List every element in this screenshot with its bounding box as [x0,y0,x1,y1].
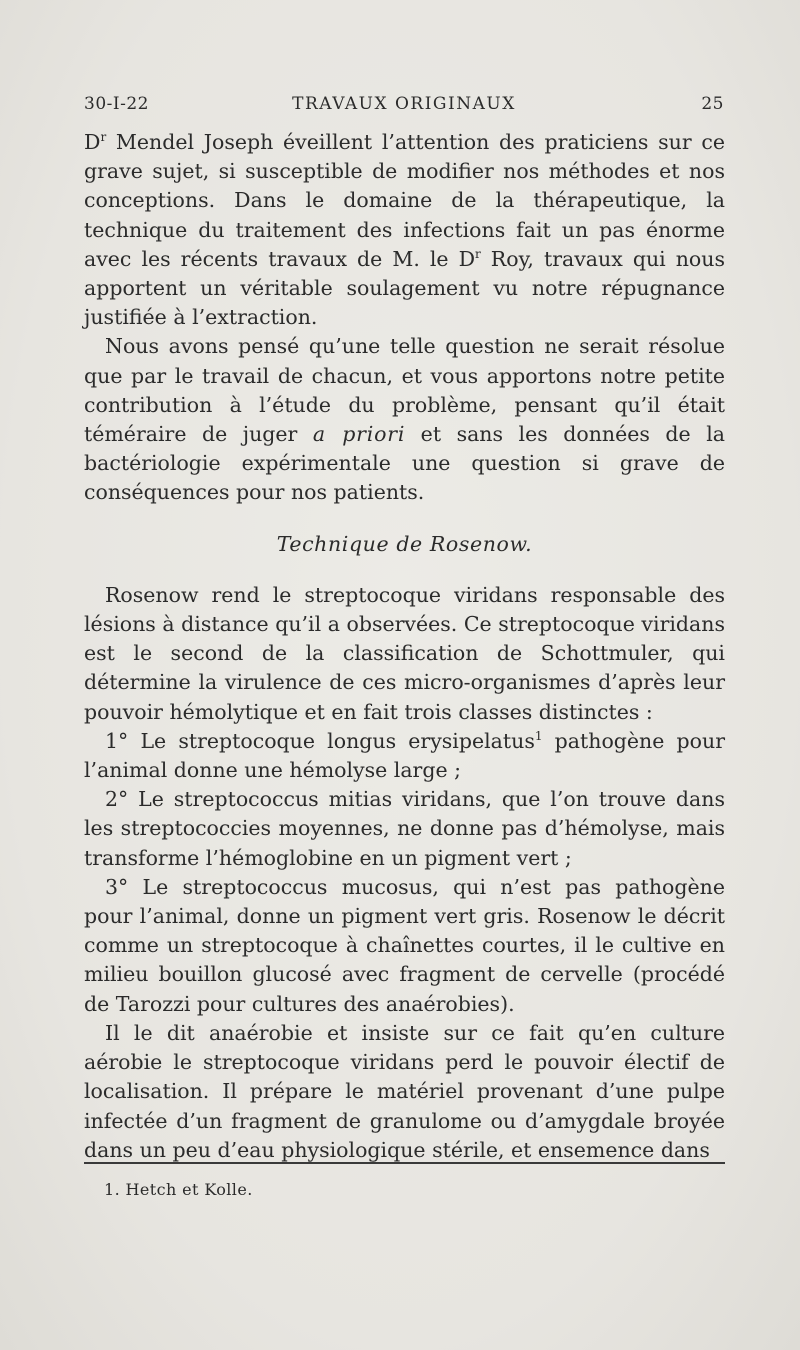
p2-start: Nous avons pensé qu’une telle question ne serait résolue que par le travail de chacun, et vous apportons notre petite contribution à l’étude du problème, pensant qu’il était téméraire de juger [84,334,725,447]
p2-italic: a priori [312,422,406,447]
p1-start: D [84,130,101,154]
footnote-rule [84,1162,725,1164]
p1-middle: Mendel Joseph éveillent l’attention des praticiens sur ce grave sujet, si susceptible de modifier nos méthodes et nos conceptions. Dans le domaine de la thérapeutique, la technique du traitement des infections fait un pas énorme avec les récents travaux de M. le D [84,130,725,271]
section-heading: Technique de Rosenow. [276,531,533,556]
paragraph-1 [84,128,725,332]
body-text [84,128,725,1165]
paragraph-5: 2° Le streptococcus mitias viridans, que l’on trouve dans les streptococcies moyennes, ne donne pas d’hémolyse, mais transforme l’hémoglobine en un pigment vert ; [84,787,725,870]
paragraph-6: 3° Le streptococcus mucosus, qui n’est pas pathogène pour l’animal, donne un pigment vert gris. Rosenow le décrit comme un streptocoque à chaînettes courtes, il le cultive en milieu bouillon glucosé avec fragment de cervelle (procédé de Tarozzi pour cultures des anaérobies). [84,874,725,1016]
header-date: 30-I-22 [84,94,149,114]
paragraph-2 [84,332,725,507]
p4-end: pathogène pour l’animal donne une hémolyse large ; [84,728,726,783]
p4-start: 1° Le streptocoque longus erysipelatus [105,728,535,753]
p1-superscript: r [100,130,107,144]
p1-superscript-2: r [475,246,481,261]
header-title: TRAVAUX ORIGINAUX [292,94,516,114]
footnote-marker: 1 [534,728,543,743]
page-number: 25 [701,94,724,114]
p2-end: et sans les données de la bactériologie expérimentale une question si grave de conséquences pour nos patients. [84,422,725,505]
footnote: 1. Hetch et Kolle. [104,1180,253,1199]
paragraph-3: Rosenow rend le streptocoque viridans responsable des lésions à distance qu’il a observées. Ce streptocoque viridans est le second de la classification de Schottmuler, qui détermine la virulence de ces micro-organismes d’après leur pouvoir hémolytique et en fait trois classes distinctes : [84,582,725,724]
paragraph-7: Il le dit anaérobie et insiste sur ce fait qu’en culture aérobie le streptocoque viridans perd le pouvoir électif de localisation. Il prépare le matériel provenant d’une pulpe infectée d’un fragment de granulome ou d’amygdale broyée dans un peu d’eau physiologique stérile, et ensemence dans [84,1020,725,1162]
paragraph-4 [84,727,725,785]
p1-end: Roy, travaux qui nous apportent un véritable soulagement vu notre répugnance justifiée à l’extraction. [84,246,725,330]
running-header [84,94,724,118]
